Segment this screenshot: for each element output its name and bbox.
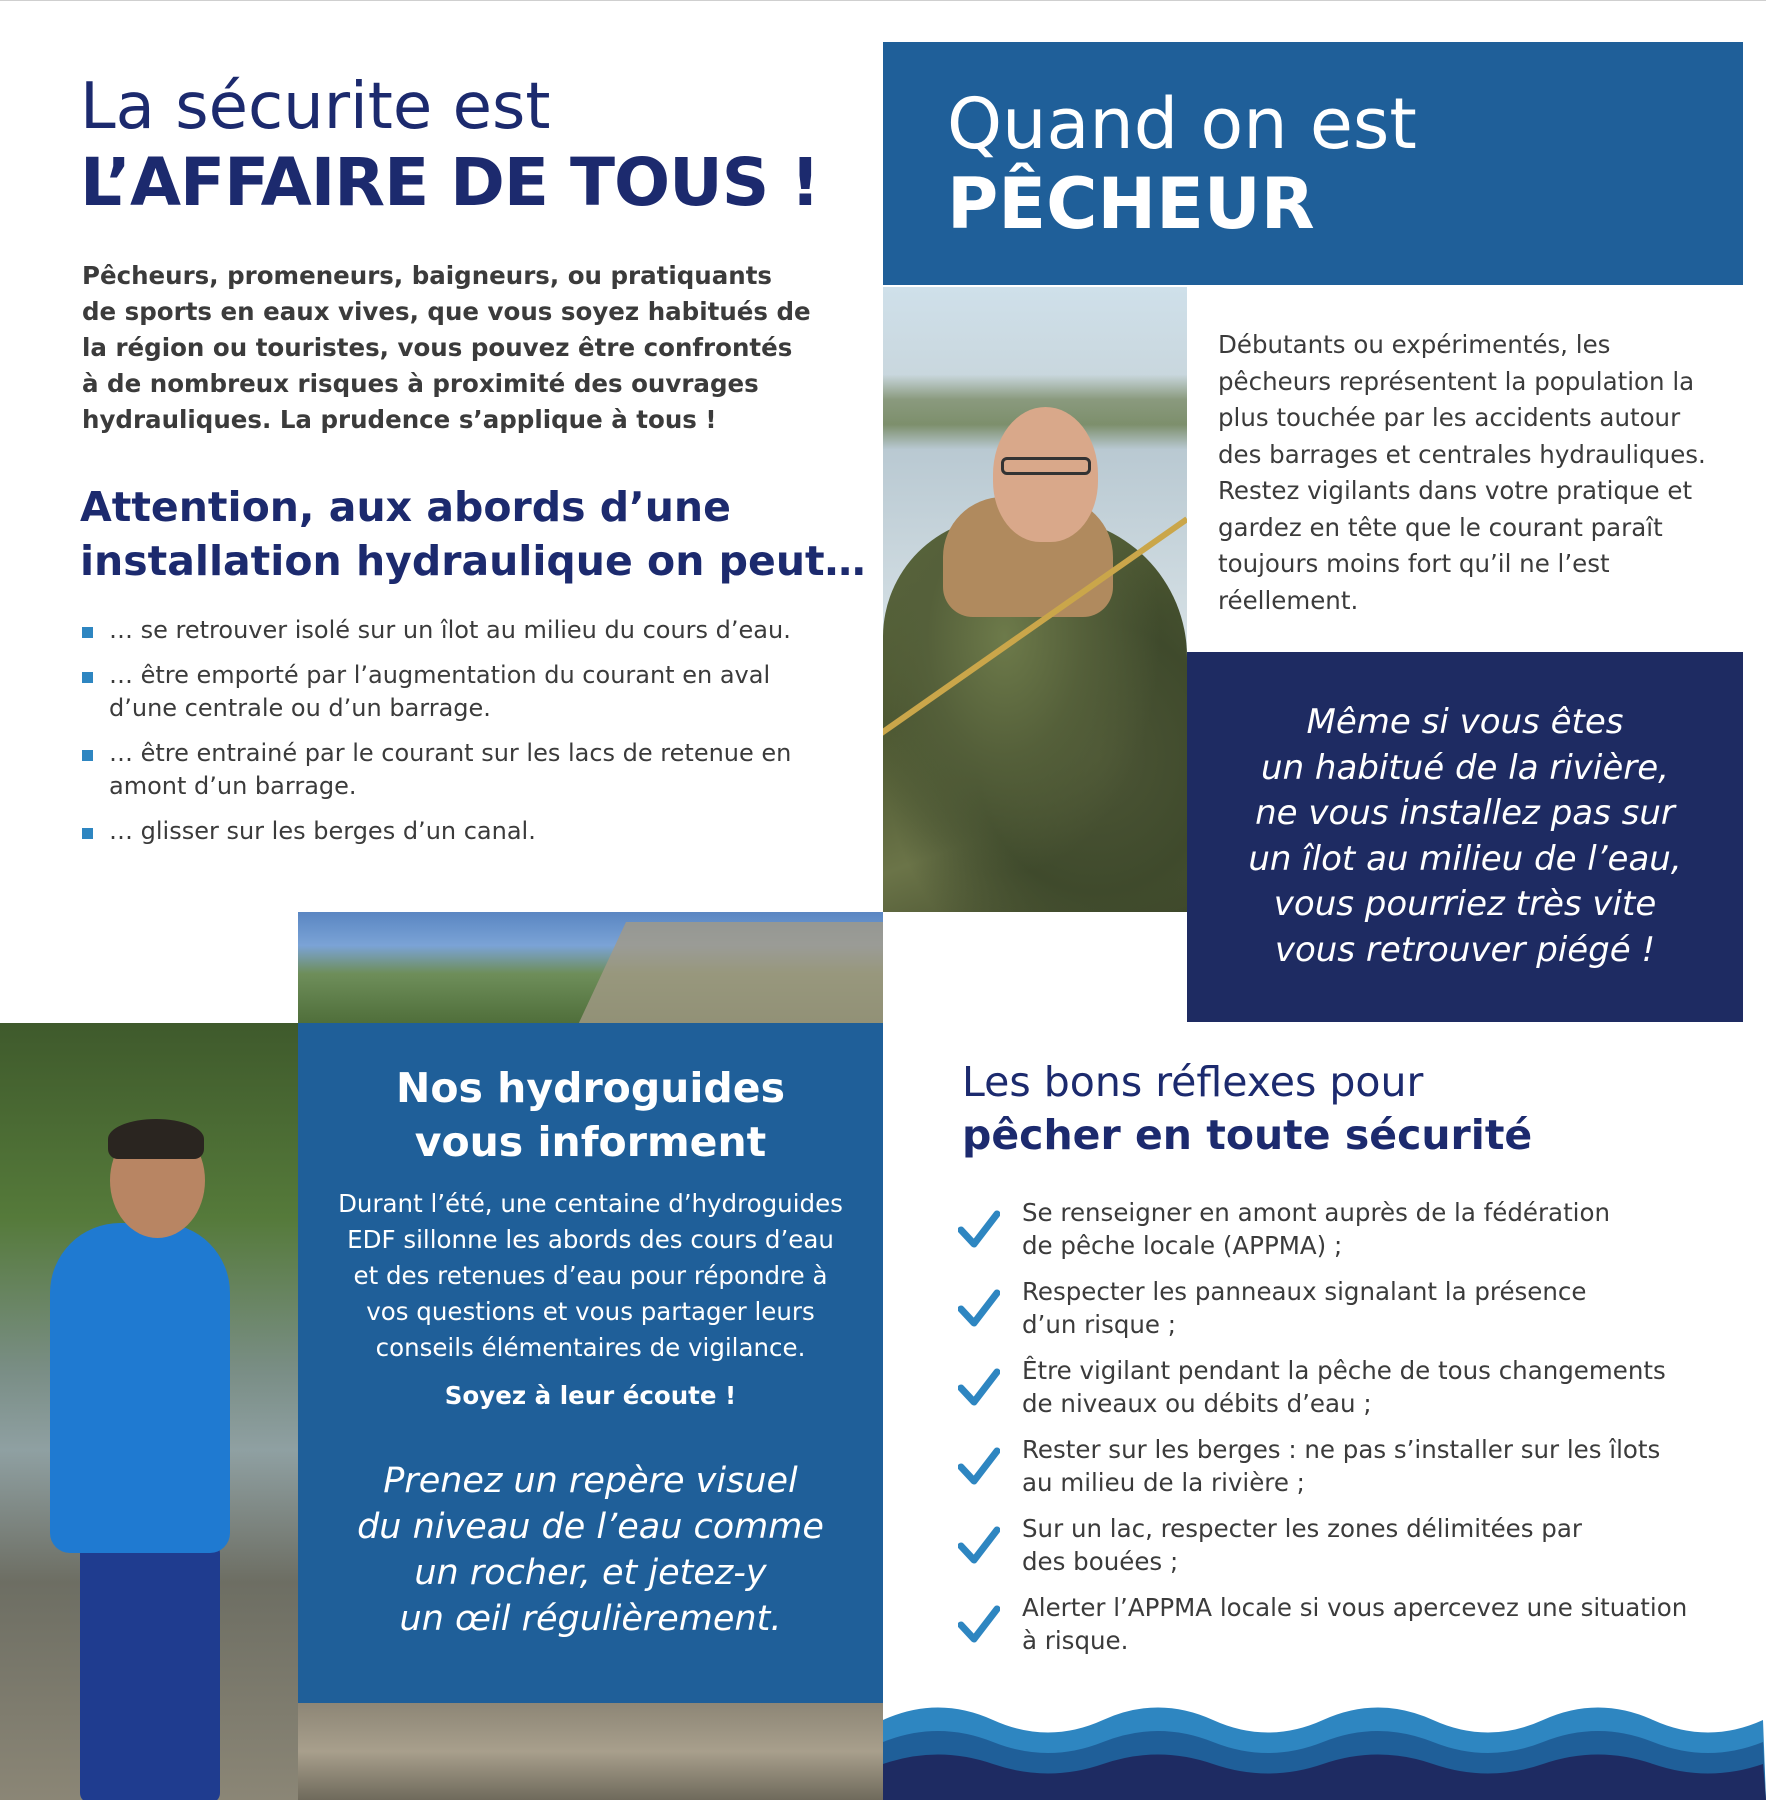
reflex-item — [958, 1196, 1738, 1262]
reflex-item — [958, 1512, 1738, 1578]
risk-list-item — [82, 659, 802, 725]
visual-quote-line: un œil régulièrement. — [399, 1599, 782, 1639]
reflex-text: Respecter les panneaux signalant la présence — [1022, 1277, 1587, 1306]
quote-line: vous pourriez très vite — [1273, 884, 1657, 924]
checkmark-icon — [958, 1366, 1000, 1408]
guide-pants — [80, 1543, 220, 1800]
visual-marker-quote — [298, 1458, 883, 1642]
square-bullet-icon — [82, 627, 93, 638]
square-bullet-icon — [82, 828, 93, 839]
glasses-icon — [1001, 457, 1091, 475]
risk-list-item — [82, 737, 802, 803]
rocks-photo — [298, 1703, 883, 1800]
island-warning-quote — [1187, 700, 1743, 973]
quote-line: un habitué de la rivière, — [1261, 747, 1669, 788]
reflexes-title-line1: Les bons réflexes pour — [962, 1058, 1424, 1106]
pecheur-header — [883, 42, 1743, 285]
pecheur-line: pêcheurs représentent la population la — [1218, 366, 1695, 396]
guide-hair — [108, 1119, 204, 1159]
reflex-text: à risque. — [1022, 1626, 1129, 1655]
main-title-line2: L’AFFAIRE DE TOUS ! — [80, 144, 820, 221]
top-border — [0, 0, 1766, 1]
reflex-text: Rester sur les berges : ne pas s’installer sur les îlots — [1022, 1435, 1661, 1464]
risk-text: … être emporté par l’augmentation du courant en aval — [109, 661, 771, 689]
reflex-text: au milieu de la rivière ; — [1022, 1468, 1305, 1497]
hydroguides-paragraph — [298, 1186, 883, 1414]
pecheur-title-line1: Quand on est — [947, 83, 1417, 165]
checkmark-icon — [958, 1524, 1000, 1566]
pecheur-paragraph — [1218, 327, 1738, 619]
hydroguides-line: vos questions et vous partager leurs — [366, 1297, 815, 1326]
reflex-text: d’un risque ; — [1022, 1310, 1177, 1339]
quote-line: Même si vous êtes — [1306, 702, 1624, 742]
checkmark-icon — [958, 1208, 1000, 1250]
checkmark-icon — [958, 1445, 1000, 1487]
quote-line: ne vous installez pas sur — [1255, 793, 1675, 833]
risk-text: … se retrouver isolé sur un îlot au milieu du cours d’eau. — [109, 616, 791, 644]
intro-line: Pêcheurs, promeneurs, baigneurs, ou pratiquants — [82, 261, 773, 290]
risk-text: … être entrainé par le courant sur les lacs de retenue en — [109, 739, 792, 767]
square-bullet-icon — [82, 750, 93, 761]
quote-line: vous retrouver piégé ! — [1274, 929, 1656, 970]
reflex-item — [958, 1275, 1738, 1341]
guide-shirt — [50, 1223, 230, 1553]
mountain-photo — [298, 912, 883, 1024]
reflex-text: de pêche locale (APPMA) ; — [1022, 1231, 1343, 1260]
intro-line: la région ou touristes, vous pouvez être confrontés — [82, 333, 793, 362]
intro-line: de sports en eaux vives, que vous soyez habitués de — [82, 297, 811, 326]
risk-text: d’une centrale ou d’un barrage. — [109, 694, 491, 722]
pecheur-line: réellement. — [1218, 585, 1359, 615]
main-title-line1: La sécurite est — [80, 70, 551, 144]
checkmark-icon — [958, 1287, 1000, 1329]
hydroguides-line: conseils élémentaires de vigilance. — [375, 1333, 806, 1362]
hydroguides-line: et des retenues d’eau pour répondre à — [353, 1261, 828, 1290]
visual-quote-line: Prenez un repère visuel — [383, 1461, 798, 1501]
reflex-item — [958, 1591, 1738, 1657]
mountain-cliff — [570, 922, 883, 1024]
reflex-text: Alerter l’APPMA locale si vous apercevez une situation — [1022, 1593, 1688, 1622]
reflex-item — [958, 1433, 1738, 1499]
square-bullet-icon — [82, 672, 93, 683]
attention-heading-line: Attention, aux abords d’une — [80, 483, 731, 531]
checkmark-icon — [958, 1603, 1000, 1645]
risk-text: … glisser sur les berges d’un canal. — [109, 817, 536, 845]
island-warning-box — [1187, 652, 1743, 1022]
wave-decoration — [883, 1690, 1766, 1800]
reflexes-list — [958, 1196, 1738, 1670]
fisherman-photo — [883, 287, 1187, 912]
pecheur-line: Restez vigilants dans votre pratique et — [1218, 476, 1693, 505]
intro-paragraph — [82, 258, 811, 438]
hydroguides-line: EDF sillonne les abords des cours d’eau — [347, 1225, 834, 1254]
reflex-text: de niveaux ou débits d’eau ; — [1022, 1389, 1372, 1418]
reflex-text: Se renseigner en amont auprès de la fédération — [1022, 1198, 1610, 1227]
visual-quote-line: un rocher, et jetez-y — [414, 1553, 767, 1593]
hydroguides-line: Durant l’été, une centaine d’hydroguides — [338, 1189, 843, 1218]
pecheur-line: des barrages et centrales hydrauliques. — [1218, 439, 1706, 469]
risk-list — [82, 614, 802, 860]
hydroguides-box — [298, 1023, 883, 1703]
reflex-text: Être vigilant pendant la pêche de tous changements — [1022, 1356, 1666, 1385]
pecheur-line: gardez en tête que le courant paraît — [1218, 512, 1663, 542]
risk-list-item — [82, 614, 802, 647]
quote-line: un îlot au milieu de l’eau, — [1248, 838, 1682, 879]
hydroguides-title — [298, 1061, 883, 1169]
attention-heading-line: installation hydraulique on peut… — [80, 537, 866, 585]
pecheur-line: Débutants ou expérimentés, les — [1218, 330, 1611, 359]
reflex-text: des bouées ; — [1022, 1547, 1179, 1576]
risk-text: amont d’un barrage. — [109, 772, 357, 800]
risk-list-item — [82, 815, 802, 848]
pecheur-line: plus touchée par les accidents autour — [1218, 403, 1681, 432]
reflex-text: Sur un lac, respecter les zones délimitées par — [1022, 1514, 1582, 1543]
hydroguides-bold-line: Soyez à leur écoute ! — [444, 1381, 737, 1410]
intro-line: à de nombreux risques à proximité des ouvrages — [82, 369, 759, 398]
pecheur-line: toujours moins fort qu’il ne l’est — [1218, 549, 1610, 578]
hydroguides-title-line: Nos hydroguides — [396, 1064, 785, 1112]
visual-quote-line: du niveau de l’eau comme — [357, 1507, 824, 1547]
reflexes-title-line2: pêcher en toute sécurité — [962, 1111, 1533, 1159]
reflex-item — [958, 1354, 1738, 1420]
pecheur-title-line2: PÊCHEUR — [947, 163, 1315, 245]
hydroguides-title-line: vous informent — [414, 1118, 767, 1166]
attention-heading — [80, 480, 866, 588]
hydroguide-photo — [0, 1023, 298, 1800]
intro-line: hydrauliques. La prudence s’applique à tous ! — [82, 405, 717, 434]
